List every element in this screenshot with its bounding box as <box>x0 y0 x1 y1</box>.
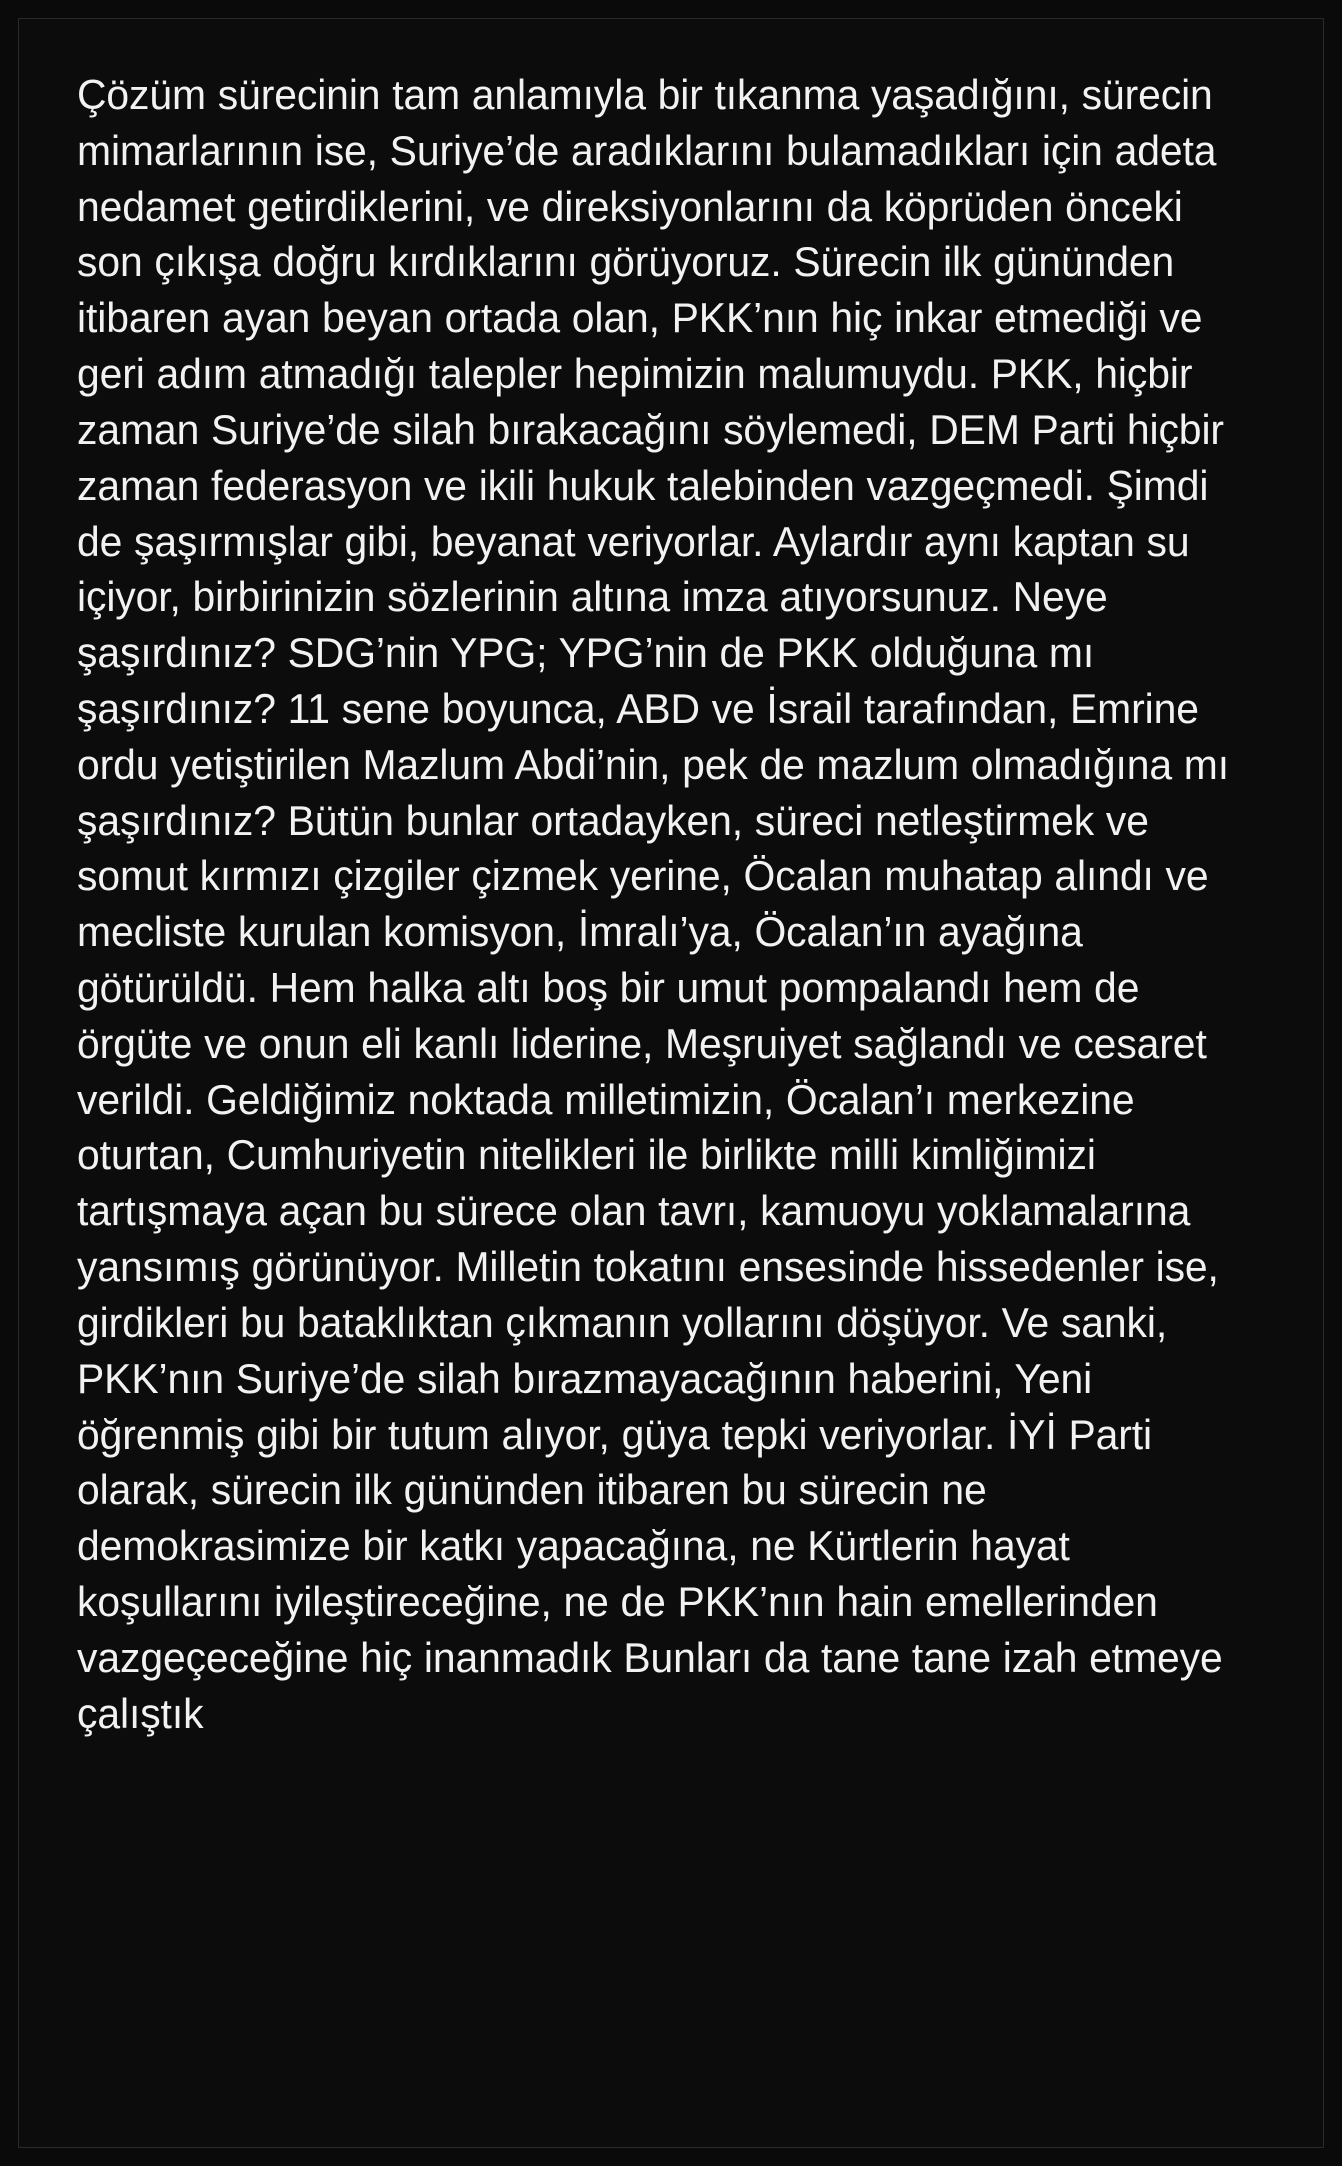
statement-body-text: Çözüm sürecinin tam anlamıyla bir tıkanma yaşadığını, sürecin mimarlarının ise, Suriye’de aradıklarını bulamadıkları için adeta nedamet getirdiklerini, ve direksiyonlarını da köprüden önceki son çıkışa doğru kırdıklarını görüyoruz. Sürecin ilk gününden itibaren ayan beyan ortada olan, PKK’nın hiç inkar etmediği ve geri adım atmadığı talepler hepimizin malumuydu. PKK, hiçbir zaman Suriye’de silah bırakacağını söylemedi, DEM Parti hiçbir zaman federasyon ve ikili hukuk talebinden vazgeçmedi. Şimdi de şaşırmışlar gibi, beyanat veriyorlar. Aylardır aynı kaptan su içiyor, birbirinizin sözlerinin altına imza atıyorsunuz. Neye şaşırdınız? SDG’nin YPG; YPG’nin de PKK olduğuna mı şaşırdınız? 11 sene boyunca, ABD ve İsrail tarafından, Emrine ordu yetiştirilen Mazlum Abdi’nin, pek de mazlum olmadığına mı şaşırdınız? Bütün bunlar ortadayken, süreci netleştirmek ve somut kırmızı çizgiler çizmek yerine, Öcalan muhatap alındı ve mecliste kurulan komisyon, İmralı’ya, Öcalan’ın ayağına götürüldü. Hem halka altı boş bir umut pompalandı hem de örgüte ve onun eli kanlı liderine, Meşruiyet sağlandı ve cesaret verildi. Geldiğimiz noktada milletimizin, Öcalan’ı merkezine oturtan, Cumhuriyetin nitelikleri ile birlikte milli kimliğimizi tartışmaya açan bu sürece olan tavrı, kamuoyu yoklamalarına yansımış görünüyor. Milletin tokatını ensesinde hissedenler ise, girdikleri bu bataklıktan çıkmanın yollarını döşüyor. Ve sanki, PKK’nın Suriye’de silah bırazmayacağının haberini, Yeni öğrenmiş gibi bir tutum alıyor, güya tepki veriyorlar. İYİ Parti olarak, sürecin ilk gününden itibaren bu sürecin ne demokrasimize bir katkı yapacağına, ne Kürtlerin hayat koşullarını iyileştireceğine, ne de PKK’nın hain emellerinden vazgeçeceğine hiç inanmadık Bunları da tane tane izah etmeye çalıştık <box>77 71 1230 1737</box>
statement-card-frame <box>18 18 1324 2148</box>
